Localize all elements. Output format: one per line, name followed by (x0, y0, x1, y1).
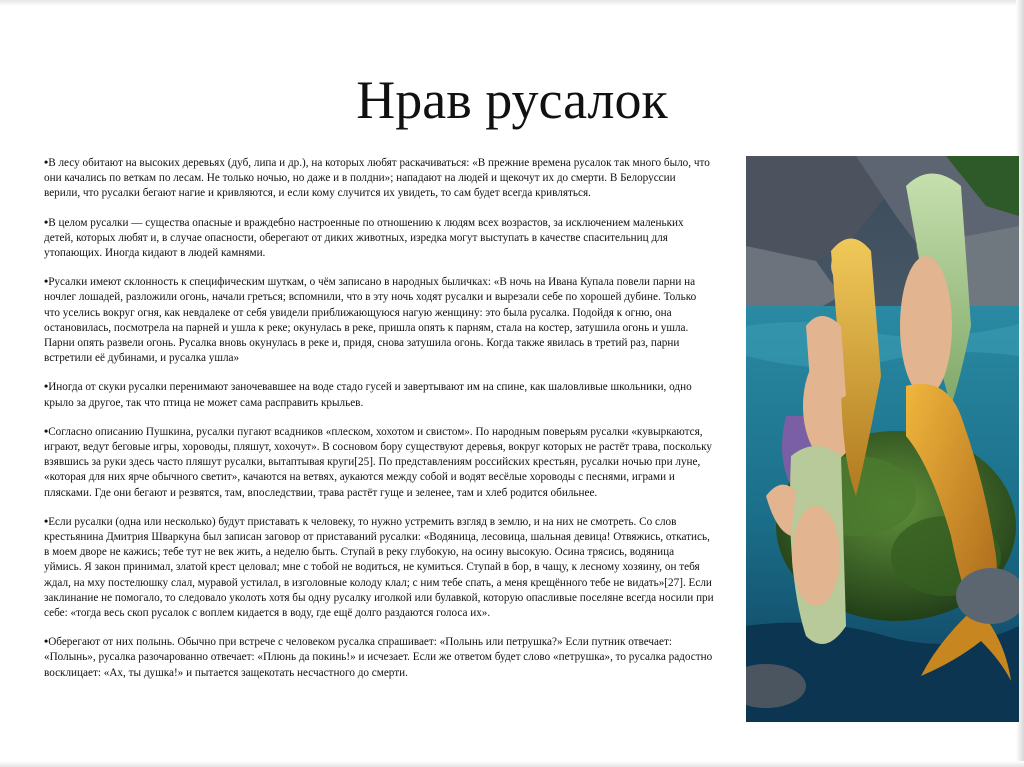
paragraph-text: В целом русалки — существа опасные и враждебно настроенные по отношению к людям всех возрастов, за исключением маленьких детей, которых любят и, в случае опасности, оберегают от диких животных, изредка могут выступать в качестве спасительниц для утопающих. Иногда кидают в людей камнями. (44, 216, 684, 260)
paragraph (44, 379, 714, 410)
bullet-icon: • (44, 214, 49, 229)
bullet-icon: • (44, 513, 49, 528)
slide-title: Нрав русалок (356, 70, 668, 130)
slide-edge-bottom (0, 761, 1024, 767)
bullet-icon: • (44, 379, 49, 394)
body-text (44, 155, 714, 694)
mermaids-painting (746, 156, 1019, 722)
paragraph (44, 514, 714, 621)
paragraph (44, 424, 714, 501)
paragraph-text: Русалки имеют склонность к специфическим шуткам, о чём записано в народных быличках: «В ночь на Ивана Купала повели парни на ночлег лошадей, разложили огонь, начали греться; вспомнили, что в эту ночь ходят русалки и вырезали себе по хорошей дубине. Только что уселись вокруг огня, как невдалеке от себя увидели приближающуюся нагую женщину: это была русалка. Подойдя к огню, она остановилась, посмотрела на парней и ушла к реке; окунулась в реке, пришла опять к парням, стала на костер, затушила огонь и ушла. Парни опять развели огонь. Русалка вновь окунулась в реке и, придя, снова затушила огонь. Когда также явилась в третий раз, парни встретили её дубинами, и русалка ушла» (44, 276, 697, 365)
bullet-icon: • (44, 634, 49, 649)
paragraph (44, 634, 714, 681)
paragraph (44, 155, 714, 202)
bullet-icon: • (44, 155, 49, 169)
paragraph (44, 274, 714, 366)
bullet-icon: • (44, 423, 49, 438)
paragraph-text: Иногда от скуки русалки перенимают заночевавшее на воде стадо гусей и завертывают им на спине, как шаловливые школьники, одно крыло за другое, так что птица не может сама расправить крыльев. (44, 381, 692, 409)
bullet-icon: • (44, 274, 49, 289)
slide-edge-top (0, 0, 1024, 6)
paragraph-text: Если русалки (одна или несколько) будут приставать к человеку, то нужно устремить взгляд в землю, и на них не смотреть. Со слов крестьянина Дмитрия Шваркуна был записан заговор от приставаний русалки: «Водяница, лесовица, шальная девица! Отвяжись, откатись, в моем дворе не кажись; тебе тут не век жить, а неделю быть. Ступай в реку глубокую, на осину высокую. Осина трясись, водяница уймись. Я закон принимал, златой крест целовал; мне с тобой не водиться, не кумиться. Ступай в бор, в чащу, к лесному хозяину, он тебя ждал, на мху постелюшку слал, муравой устилал, в изголовные колоду клал; с ним тебе спать, а меня крещённого тебе не видать»[27]. Если заклинание не помогало, то следовало уколоть хотя бы одну русалку иголкой или булавкой, которую опасливые поселяне всегда носили при себе: «тогда весь скоп русалок с воплем кидается в воду, где ещё долго раздаются голоса их». (44, 515, 714, 620)
paragraph-text: В лесу обитают на высоких деревьях (дуб, липа и др.), на которых любят раскачиваться: «В прежние времена русалок так много было, что они качались по веткам по лесам. Не только ночью, но даже и в полдни»; нападают на людей и щекочут их до смерти. В Белоруссии верили, что русалки бегают нагие и кривляются, и если кому случится их увидеть, то сам будет всегда кривляться. (44, 157, 710, 200)
mermaids-painting-icon (746, 156, 1019, 722)
paragraph (44, 215, 714, 262)
paragraph-text: Согласно описанию Пушкина, русалки пугают всадников «плеском, хохотом и свистом». По народным поверьям русалки «кувыркаются, играют, ведут беговые игры, хороводы, пляшут, хохочут». В сосновом бору существуют деревья, вокруг которых не растёт трава, поскольку взявшись за руки здесь часто пляшут русалки, вытаптывая круги[25]. По представлениям российских крестьян, русалки ночью при луне, «которая для них ярче обычного светит», качаются на ветвях, аукаются между собой и водят весёлые хороводы с песнями, играми и плясками. Где они бегают и резвятся, там, впоследствии, трава растёт гуще и зеленее, там и хлеб родится обильнее. (44, 425, 712, 499)
paragraph-text: Оберегают от них полынь. Обычно при встрече с человеком русалка спрашивает: «Полынь или петрушка?» Если путник отвечает: «Полынь», русалка разочарованно отвечает: «Плюнь да покинь!» и исчезает. Если же ответом будет слово «петрушка», то русалка радостно восклицает: «Ах, ты душка!» и пытается защекотать несчастного до смерти. (44, 636, 713, 679)
